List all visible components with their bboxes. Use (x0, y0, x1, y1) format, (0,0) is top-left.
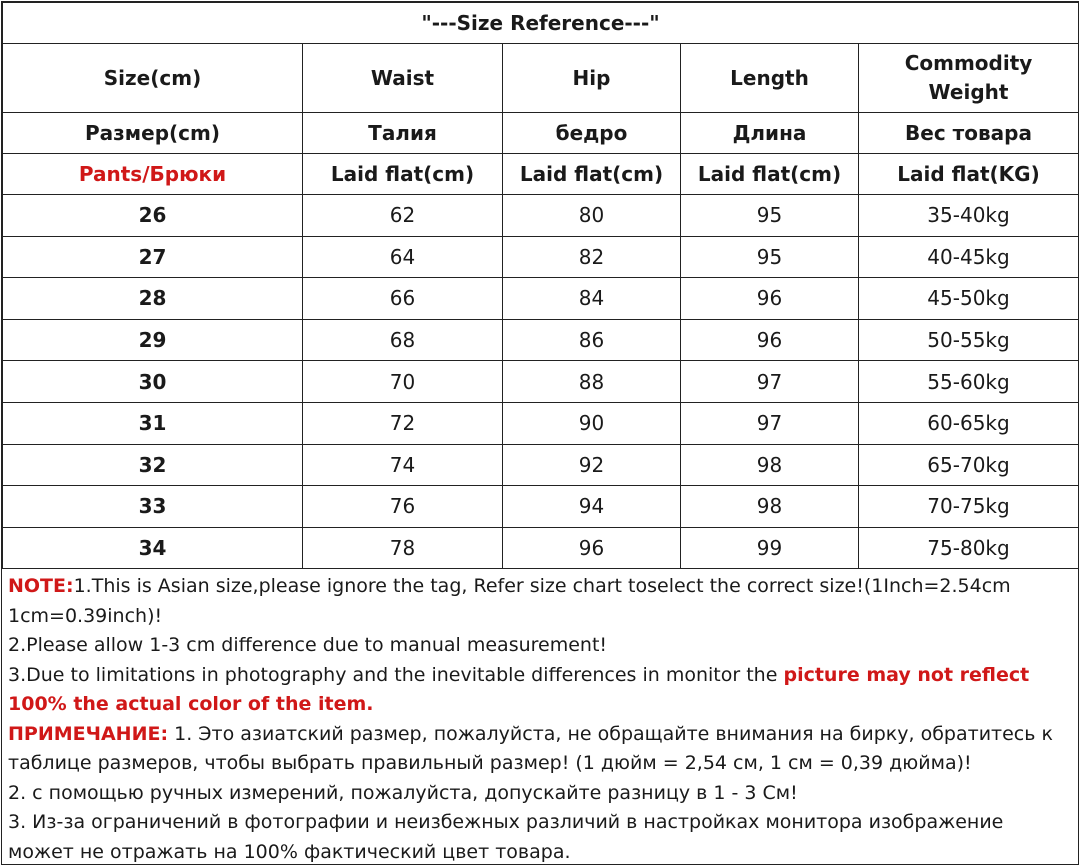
table-row (3, 486, 1079, 528)
header-weight: Commodity Weight (859, 44, 1079, 113)
note-color-warning: picture may not reflect 100% the actual color of the item. (8, 663, 1030, 716)
table-row (3, 444, 1079, 486)
note-english-2: 2.Please allow 1-3 cm difference due to manual measurement! (8, 634, 608, 657)
waist-cell: 68 (303, 319, 503, 361)
waist-cell: 62 (303, 195, 503, 237)
hip-cell: 92 (503, 444, 681, 486)
hip-cell: 82 (503, 236, 681, 278)
length-cell: 95 (681, 195, 859, 237)
hip-cell: 86 (503, 319, 681, 361)
header-hip: Hip (503, 44, 681, 113)
note-russian-2: 2. с помощью ручных измерений, пожалуйста, допускайте разницу в 1 - 3 См! (8, 781, 798, 804)
header-unit-length: Laid flat(cm) (681, 154, 859, 195)
length-cell: 97 (681, 402, 859, 444)
hip-cell: 94 (503, 486, 681, 528)
header-size-ru: Размер(cm) (3, 113, 303, 154)
header-length: Length (681, 44, 859, 113)
length-cell: 97 (681, 361, 859, 403)
note-label-ru: ПРИМЕЧАНИЕ: (8, 722, 169, 745)
header-row-english (3, 44, 1079, 113)
length-cell: 98 (681, 486, 859, 528)
chart-title: "---Size Reference---" (3, 3, 1079, 44)
waist-cell: 64 (303, 236, 503, 278)
size-cell: 32 (3, 444, 303, 486)
header-waist-ru: Талия (303, 113, 503, 154)
table-row (3, 361, 1079, 403)
header-row-russian (3, 113, 1079, 154)
waist-cell: 76 (303, 486, 503, 528)
weight-cell: 70-75kg (859, 486, 1079, 528)
table-row (3, 527, 1079, 569)
weight-cell: 65-70kg (859, 444, 1079, 486)
weight-cell: 75-80kg (859, 527, 1079, 569)
length-cell: 98 (681, 444, 859, 486)
header-row-unit (3, 154, 1079, 195)
size-table (2, 2, 1079, 569)
weight-cell: 50-55kg (859, 319, 1079, 361)
header-hip-ru: бедро (503, 113, 681, 154)
hip-cell: 80 (503, 195, 681, 237)
notes-section (2, 569, 1078, 867)
hip-cell: 88 (503, 361, 681, 403)
length-cell: 96 (681, 319, 859, 361)
header-size: Size(cm) (3, 44, 303, 113)
waist-cell: 66 (303, 278, 503, 320)
table-row (3, 195, 1079, 237)
header-unit-weight: Laid flat(KG) (859, 154, 1079, 195)
note-english-3: 3.Due to limitations in photography and the inevitable differences in monitor the picture may not reflect 100% the actual color of the item. (8, 663, 1030, 716)
hip-cell: 90 (503, 402, 681, 444)
weight-cell: 40-45kg (859, 236, 1079, 278)
weight-cell: 55-60kg (859, 361, 1079, 403)
header-weight-ru: Вес товара (859, 113, 1079, 154)
size-cell: 27 (3, 236, 303, 278)
size-cell: 31 (3, 402, 303, 444)
note-russian-3: 3. Из-за ограничений в фотографии и неизбежных различий в настройках монитора изображение может не отражать на 100% фактический цвет товара. (8, 811, 1004, 863)
header-category: Pants/Брюки (3, 154, 303, 195)
weight-cell: 45-50kg (859, 278, 1079, 320)
size-cell: 28 (3, 278, 303, 320)
hip-cell: 96 (503, 527, 681, 569)
waist-cell: 72 (303, 402, 503, 444)
table-row (3, 402, 1079, 444)
weight-cell: 35-40kg (859, 195, 1079, 237)
waist-cell: 70 (303, 361, 503, 403)
size-cell: 26 (3, 195, 303, 237)
header-waist: Waist (303, 44, 503, 113)
waist-cell: 74 (303, 444, 503, 486)
note-english-1: NOTE:1.This is Asian size,please ignore the tag, Refer size chart toselect the correct size!(1Inch=2.54cm 1cm=0.39inch)! (8, 575, 1011, 627)
length-cell: 95 (681, 236, 859, 278)
header-unit-hip: Laid flat(cm) (503, 154, 681, 195)
weight-cell: 60-65kg (859, 402, 1079, 444)
table-row (3, 278, 1079, 320)
header-unit-waist: Laid flat(cm) (303, 154, 503, 195)
size-chart (1, 1, 1079, 865)
length-cell: 96 (681, 278, 859, 320)
hip-cell: 84 (503, 278, 681, 320)
header-length-ru: Длина (681, 113, 859, 154)
table-row (3, 236, 1079, 278)
note-label: NOTE: (8, 575, 74, 598)
length-cell: 99 (681, 527, 859, 569)
table-row (3, 319, 1079, 361)
waist-cell: 78 (303, 527, 503, 569)
size-cell: 33 (3, 486, 303, 528)
size-cell: 34 (3, 527, 303, 569)
note-russian-1: ПРИМЕЧАНИЕ: 1. Это азиатский размер, пожалуйста, не обращайте внимания на бирку, обратитесь к таблице размеров, чтобы выбрать правильный размер! (1 дюйм = 2,54 см, 1 см = 0,39 дюйма)! (8, 722, 1053, 775)
size-cell: 29 (3, 319, 303, 361)
size-cell: 30 (3, 361, 303, 403)
